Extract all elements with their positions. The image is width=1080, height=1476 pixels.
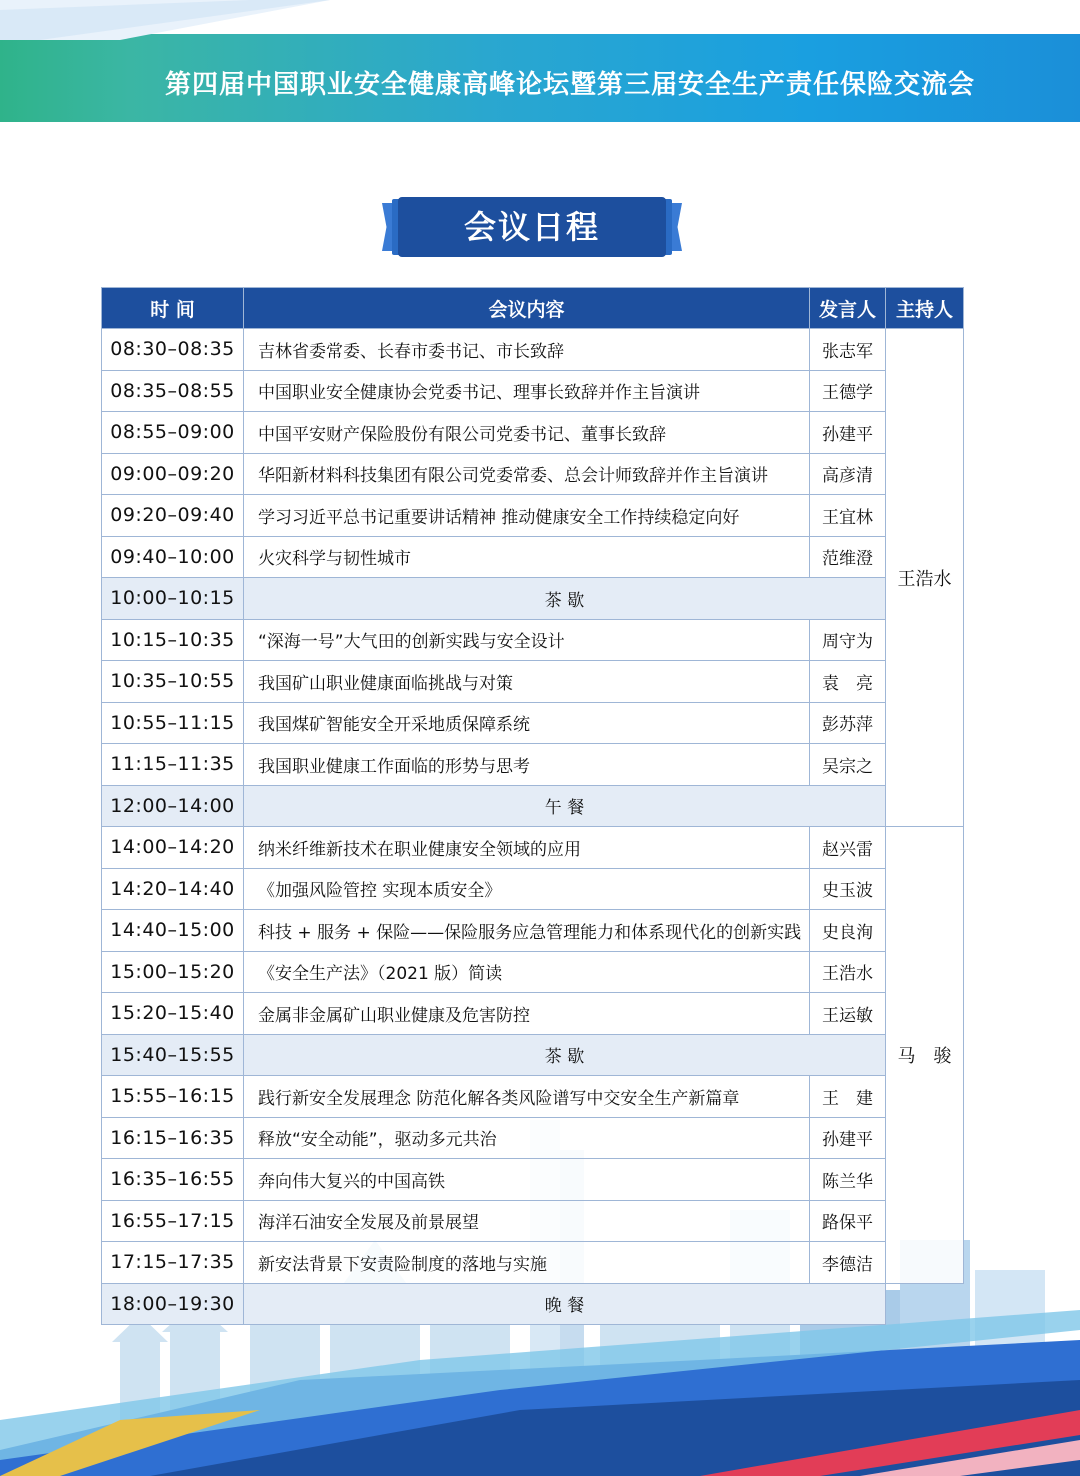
row-time: 15:00–15:20 <box>102 951 244 993</box>
row-time: 14:00–14:20 <box>102 827 244 869</box>
row-speaker: 袁 亮 <box>810 661 886 703</box>
break-row <box>102 1283 964 1325</box>
schedule-table <box>101 287 964 1325</box>
row-speaker: 周守为 <box>810 619 886 661</box>
row-speaker: 彭苏萍 <box>810 702 886 744</box>
column-header-speaker: 发言人 <box>810 288 886 329</box>
row-speaker: 王德学 <box>810 370 886 412</box>
row-time: 11:15–11:35 <box>102 744 244 786</box>
row-content: 火灾科学与韧性城市 <box>244 536 810 578</box>
column-header-host: 主持人 <box>886 288 964 329</box>
table-row <box>102 1117 964 1159</box>
row-time: 18:00–19:30 <box>102 1283 244 1325</box>
table-row <box>102 993 964 1035</box>
row-content: 金属非金属矿山职业健康及危害防控 <box>244 993 810 1035</box>
row-speaker: 陈兰华 <box>810 1159 886 1201</box>
row-speaker: 史玉波 <box>810 868 886 910</box>
row-content: 纳米纤维新技术在职业健康安全领域的应用 <box>244 827 810 869</box>
table-row <box>102 951 964 993</box>
table-row <box>102 453 964 495</box>
row-content: 我国煤矿智能安全开采地质保障系统 <box>244 702 810 744</box>
table-row <box>102 1076 964 1118</box>
row-content: 科技 + 服务 + 保险——保险服务应急管理能力和体系现代化的创新实践 <box>244 910 810 952</box>
row-content: 中国职业安全健康协会党委书记、理事长致辞并作主旨演讲 <box>244 370 810 412</box>
row-speaker: 王运敏 <box>810 993 886 1035</box>
row-speaker: 吴宗之 <box>810 744 886 786</box>
row-speaker: 高彦清 <box>810 453 886 495</box>
row-time: 14:40–15:00 <box>102 910 244 952</box>
row-speaker: 范维澄 <box>810 536 886 578</box>
row-content: 学习习近平总书记重要讲话精神 推动健康安全工作持续稳定向好 <box>244 495 810 537</box>
event-title: 第四届中国职业安全健康高峰论坛暨第三届安全生产责任保险交流会 <box>165 70 976 100</box>
row-time: 09:00–09:20 <box>102 453 244 495</box>
row-time: 15:40–15:55 <box>102 1034 244 1076</box>
row-time: 08:35–08:55 <box>102 370 244 412</box>
row-time: 15:55–16:15 <box>102 1076 244 1118</box>
row-speaker: 路保平 <box>810 1200 886 1242</box>
row-time: 16:15–16:35 <box>102 1117 244 1159</box>
table-row <box>102 412 964 454</box>
page-title: 会议日程 <box>398 197 666 257</box>
row-time: 16:35–16:55 <box>102 1159 244 1201</box>
row-time: 08:30–08:35 <box>102 329 244 371</box>
row-content: 吉林省委常委、长春市委书记、市长致辞 <box>244 329 810 371</box>
table-row <box>102 619 964 661</box>
break-row <box>102 1034 964 1076</box>
row-content: 奔向伟大复兴的中国高铁 <box>244 1159 810 1201</box>
table-row <box>102 329 964 371</box>
row-content: 中国平安财产保险股份有限公司党委书记、董事长致辞 <box>244 412 810 454</box>
row-content: 践行新安全发展理念 防范化解各类风险谱写中交安全生产新篇章 <box>244 1076 810 1118</box>
row-time: 09:40–10:00 <box>102 536 244 578</box>
row-time: 12:00–14:00 <box>102 785 244 827</box>
table-row <box>102 744 964 786</box>
row-time: 08:55–09:00 <box>102 412 244 454</box>
row-time: 10:15–10:35 <box>102 619 244 661</box>
host-afternoon: 马 骏 <box>886 827 964 1284</box>
break-row <box>102 578 964 620</box>
table-row <box>102 868 964 910</box>
row-speaker: 张志军 <box>810 329 886 371</box>
table-header-row <box>102 288 964 329</box>
row-time: 10:55–11:15 <box>102 702 244 744</box>
table-row <box>102 661 964 703</box>
column-header-content: 会议内容 <box>244 288 810 329</box>
column-header-time: 时 间 <box>102 288 244 329</box>
row-content: 新安法背景下安责险制度的落地与实施 <box>244 1242 810 1284</box>
host-morning: 王浩水 <box>886 329 964 827</box>
banner-decoration <box>0 0 1080 40</box>
table-row <box>102 370 964 412</box>
table-row <box>102 1242 964 1284</box>
row-time: 16:55–17:15 <box>102 1200 244 1242</box>
table-row <box>102 1159 964 1201</box>
row-time: 17:15–17:35 <box>102 1242 244 1284</box>
row-content: 我国职业健康工作面临的形势与思考 <box>244 744 810 786</box>
row-content: 我国矿山职业健康面临挑战与对策 <box>244 661 810 703</box>
break-label: 晚 餐 <box>244 1283 886 1325</box>
table-row <box>102 910 964 952</box>
row-time: 10:00–10:15 <box>102 578 244 620</box>
table-row <box>102 1200 964 1242</box>
row-time: 15:20–15:40 <box>102 993 244 1035</box>
row-content: 《加强风险管控 实现本质安全》 <box>244 868 810 910</box>
row-speaker: 李德洁 <box>810 1242 886 1284</box>
row-content: 释放“安全动能”，驱动多元共治 <box>244 1117 810 1159</box>
row-time: 09:20–09:40 <box>102 495 244 537</box>
table-row <box>102 536 964 578</box>
table-row <box>102 495 964 537</box>
row-speaker: 孙建平 <box>810 1117 886 1159</box>
table-row <box>102 827 964 869</box>
table-row <box>102 702 964 744</box>
row-content: 海洋石油安全发展及前景展望 <box>244 1200 810 1242</box>
row-time: 10:35–10:55 <box>102 661 244 703</box>
row-speaker: 王宜林 <box>810 495 886 537</box>
row-time: 14:20–14:40 <box>102 868 244 910</box>
row-content: 华阳新材料科技集团有限公司党委常委、总会计师致辞并作主旨演讲 <box>244 453 810 495</box>
row-speaker: 王浩水 <box>810 951 886 993</box>
break-row <box>102 785 964 827</box>
row-content: “深海一号”大气田的创新实践与安全设计 <box>244 619 810 661</box>
row-speaker: 孙建平 <box>810 412 886 454</box>
row-speaker: 赵兴雷 <box>810 827 886 869</box>
row-speaker: 史良洵 <box>810 910 886 952</box>
row-content: 《安全生产法》（2021 版）简读 <box>244 951 810 993</box>
break-label: 午 餐 <box>244 785 886 827</box>
row-speaker: 王 建 <box>810 1076 886 1118</box>
break-label: 茶 歇 <box>244 578 886 620</box>
break-label: 茶 歇 <box>244 1034 886 1076</box>
